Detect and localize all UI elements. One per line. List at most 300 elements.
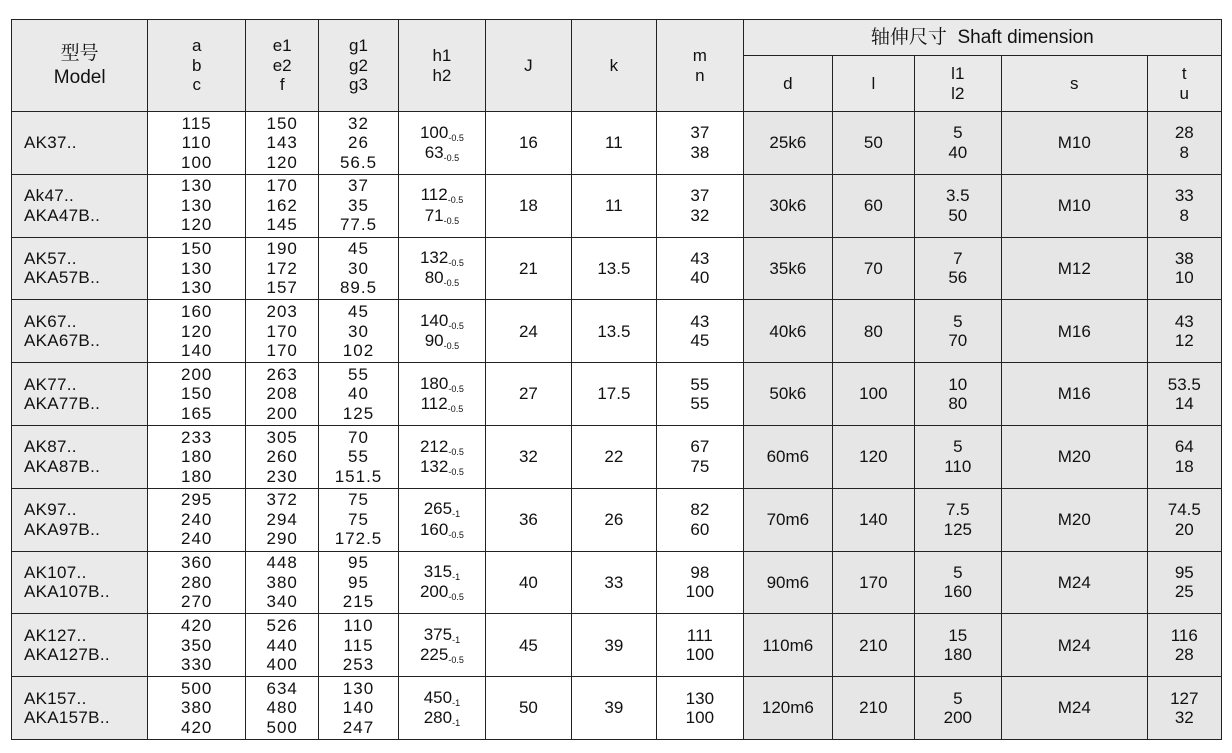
abc-line: 270: [181, 592, 213, 612]
mn-cell: [657, 112, 743, 175]
abc-line: 165: [181, 403, 213, 423]
efg-line: 305: [266, 427, 298, 447]
model-cell: [12, 614, 148, 677]
g-line: 37: [348, 176, 369, 196]
mn-line: 43: [690, 248, 710, 268]
model-line: AK97..: [24, 500, 77, 520]
mn-cell: [657, 677, 743, 740]
model-line: AKA67B..: [24, 331, 101, 351]
header-l: l: [833, 56, 914, 112]
l-cell: 50: [833, 112, 914, 175]
header-mn: [657, 20, 743, 112]
model-line: AK107..: [24, 562, 87, 582]
efg-line: 372: [266, 490, 298, 510]
mn-cell: [657, 300, 743, 363]
l12-line: 5: [953, 437, 963, 457]
table-row: [12, 174, 1222, 237]
g-cell: [319, 112, 398, 175]
h-line: [399, 311, 486, 331]
abc-line: 130: [181, 258, 213, 278]
h-tolerance: -1: [452, 572, 461, 583]
j-cell: 45: [486, 614, 571, 677]
k-cell: 11: [571, 174, 656, 237]
tu-line: 14: [1174, 394, 1194, 414]
h-cell: [398, 363, 486, 426]
mn-cell: [657, 363, 743, 426]
l12-line: 7.5: [945, 500, 970, 520]
tu-line: 18: [1174, 456, 1194, 476]
h-line: [399, 499, 486, 519]
model-cell: [12, 488, 148, 551]
header-h1: h1: [432, 45, 452, 65]
l12-cell: [914, 677, 1002, 740]
abc-cell: [148, 614, 246, 677]
header-a: a: [191, 36, 202, 56]
efg-cell: [246, 614, 319, 677]
g-line: 77.5: [339, 215, 378, 235]
g-line: 89.5: [339, 278, 378, 298]
l12-line: 80: [948, 394, 968, 414]
h-tolerance: -0.5: [448, 529, 464, 540]
g-line: 247: [342, 717, 375, 737]
h-tolerance: -0.5: [443, 215, 460, 226]
g-line: 172.5: [334, 529, 383, 549]
l12-cell: [914, 488, 1002, 551]
k-cell: 22: [571, 425, 656, 488]
s-cell: M20: [1002, 488, 1148, 551]
tu-cell: [1147, 300, 1221, 363]
abc-line: 120: [181, 215, 213, 235]
table-row: [12, 677, 1222, 740]
header-model-cn: 型号: [60, 42, 99, 64]
abc-line: 360: [181, 553, 213, 573]
g-line: 45: [348, 239, 369, 259]
l12-line: 110: [944, 456, 972, 476]
tu-line: 53.5: [1167, 374, 1201, 394]
table-body: [12, 112, 1222, 740]
efg-cell: [246, 677, 319, 740]
efg-line: 260: [266, 447, 298, 467]
h-line: [399, 248, 486, 268]
dimension-table-sheet: [11, 19, 1222, 740]
g-cell: [319, 300, 398, 363]
k-cell: 26: [571, 488, 656, 551]
efg-line: 145: [266, 215, 298, 235]
tu-cell: [1147, 237, 1221, 300]
header-f: f: [279, 75, 285, 95]
abc-line: 110: [181, 133, 212, 153]
l12-line: 5: [953, 311, 963, 331]
table-row: [12, 237, 1222, 300]
g-cell: [319, 363, 398, 426]
h-line: [399, 437, 486, 457]
table-row: [12, 488, 1222, 551]
h-tolerance: -0.5: [443, 278, 460, 289]
h-line: [399, 562, 486, 582]
g-line: 125: [342, 403, 375, 423]
k-cell: 13.5: [571, 237, 656, 300]
mn-line: 130: [685, 688, 715, 708]
efg-line: 208: [266, 384, 298, 404]
abc-cell: [148, 300, 246, 363]
model-line: AK67..: [24, 311, 77, 331]
h-value: 450: [423, 687, 453, 707]
l12-cell: [914, 363, 1002, 426]
g-cell: [319, 677, 398, 740]
h-cell: [398, 237, 486, 300]
h-tolerance: -0.5: [447, 404, 464, 415]
l12-cell: [914, 237, 1002, 300]
tu-line: 28: [1174, 123, 1194, 143]
header-e2: e2: [272, 55, 292, 75]
j-cell: 32: [486, 425, 571, 488]
h-line: [399, 645, 486, 665]
h-line: [399, 625, 486, 645]
mn-line: 75: [690, 456, 710, 476]
abc-cell: [148, 363, 246, 426]
h-line: [399, 457, 486, 477]
g-line: 215: [342, 592, 375, 612]
header-n: n: [695, 65, 705, 85]
table-row: [12, 300, 1222, 363]
header-h2: h2: [432, 65, 452, 85]
efg-line: 634: [266, 678, 298, 698]
l12-line: 200: [943, 708, 972, 728]
h-value: 200: [419, 582, 449, 602]
s-cell: M20: [1002, 425, 1148, 488]
mn-line: 55: [690, 394, 710, 414]
abc-line: 100: [181, 152, 213, 172]
mn-cell: [657, 237, 743, 300]
h-line: [399, 268, 486, 288]
mn-cell: [657, 551, 743, 614]
h-value: 212: [419, 436, 449, 456]
l-cell: 60: [833, 174, 914, 237]
s-cell: M16: [1002, 300, 1148, 363]
efg-line: 290: [266, 529, 298, 549]
l12-cell: [914, 300, 1002, 363]
d-cell: 50k6: [743, 363, 833, 426]
model-line: AK157..: [24, 688, 87, 708]
g-line: 102: [342, 341, 375, 361]
h-value: 140: [419, 310, 449, 330]
h-cell: [398, 425, 486, 488]
efg-cell: [246, 237, 319, 300]
abc-line: 180: [181, 466, 213, 486]
efg-cell: [246, 551, 319, 614]
g-line: 32: [348, 113, 369, 133]
efg-line: 150: [266, 113, 298, 133]
tu-line: 28: [1174, 645, 1194, 665]
h-value: 112: [420, 394, 448, 414]
header-g1: g1: [349, 36, 368, 56]
efg-line: 380: [266, 572, 298, 592]
l12-line: 160: [943, 582, 972, 602]
tu-line: 95: [1174, 562, 1194, 582]
h-value: 265: [423, 499, 453, 519]
header-l12: [914, 56, 1002, 112]
model-line: AK127..: [24, 625, 87, 645]
tu-line: 33: [1174, 186, 1194, 206]
k-cell: 39: [571, 677, 656, 740]
dimension-table: [11, 19, 1222, 740]
l12-line: 56: [948, 268, 968, 288]
g-line: 253: [342, 655, 375, 675]
h-value: 280: [423, 708, 453, 728]
g-line: 55: [348, 364, 369, 384]
l12-line: 10: [948, 374, 968, 394]
l-cell: 120: [833, 425, 914, 488]
table-header: [12, 20, 1222, 112]
g-line: 95: [348, 553, 369, 573]
s-cell: M12: [1002, 237, 1148, 300]
efg-line: 480: [266, 698, 298, 718]
h-tolerance: -0.5: [448, 383, 464, 394]
h-tolerance: -1: [452, 634, 461, 645]
model-line: AKA47B..: [24, 205, 101, 225]
header-c: c: [192, 75, 201, 95]
l12-line: 3.5: [945, 186, 970, 206]
d-cell: 40k6: [743, 300, 833, 363]
mn-line: 37: [690, 186, 710, 206]
model-line: AKA157B..: [24, 708, 110, 728]
g-cell: [319, 551, 398, 614]
header-efg: [246, 20, 319, 112]
model-line: AK57..: [24, 248, 77, 268]
l-cell: 100: [833, 363, 914, 426]
h-line: [399, 123, 486, 143]
g-line: 35: [348, 195, 369, 215]
h-line: [399, 206, 486, 226]
g-line: 140: [342, 698, 375, 718]
abc-cell: [148, 677, 246, 740]
j-cell: 40: [486, 551, 571, 614]
efg-cell: [246, 425, 319, 488]
tu-line: 43: [1174, 311, 1194, 331]
h-tolerance: -0.5: [448, 466, 464, 477]
d-cell: 60m6: [743, 425, 833, 488]
tu-line: 116: [1170, 625, 1198, 645]
mn-line: 32: [690, 205, 710, 225]
g-line: 110: [343, 615, 374, 635]
mn-line: 45: [690, 331, 710, 351]
l-cell: 210: [833, 677, 914, 740]
g-line: 40: [348, 384, 369, 404]
h-line: [399, 143, 486, 163]
h-value: 63: [424, 142, 444, 162]
h-tolerance: -0.5: [443, 152, 460, 163]
header-h: [398, 20, 486, 112]
model-line: AKA87B..: [24, 456, 101, 476]
tu-line: 25: [1174, 582, 1194, 602]
d-cell: 120m6: [743, 677, 833, 740]
l12-line: 50: [948, 205, 968, 225]
g-line: 55: [348, 447, 369, 467]
l12-cell: [914, 174, 1002, 237]
abc-line: 160: [181, 301, 213, 321]
efg-cell: [246, 363, 319, 426]
efg-cell: [246, 488, 319, 551]
model-line: AK77..: [24, 374, 77, 394]
g-line: 130: [342, 678, 375, 698]
tu-cell: [1147, 488, 1221, 551]
model-line: AK87..: [24, 437, 77, 457]
h-value: 90: [424, 331, 444, 351]
mn-cell: [657, 425, 743, 488]
k-cell: 11: [571, 112, 656, 175]
tu-line: 10: [1174, 268, 1194, 288]
h-tolerance: -0.5: [443, 341, 460, 352]
j-cell: 18: [486, 174, 571, 237]
g-line: 75: [348, 509, 369, 529]
h-tolerance: -0.5: [447, 195, 464, 206]
abc-line: 130: [181, 176, 213, 196]
h-value: 375: [423, 624, 453, 644]
abc-line: 240: [181, 529, 213, 549]
h-value: 315: [423, 562, 453, 582]
efg-line: 500: [266, 717, 298, 737]
abc-line: 130: [181, 195, 213, 215]
h-value: 112: [420, 185, 448, 205]
d-cell: 25k6: [743, 112, 833, 175]
abc-line: 280: [181, 572, 213, 592]
abc-line: 150: [181, 239, 213, 259]
h-line: [399, 374, 486, 394]
header-model: [12, 20, 148, 112]
l12-line: 125: [943, 519, 972, 539]
efg-line: 143: [266, 133, 298, 153]
l12-line: 5: [953, 123, 963, 143]
h-cell: [398, 112, 486, 175]
mn-line: 67: [690, 437, 710, 457]
tu-line: 8: [1179, 205, 1190, 225]
h-cell: [398, 174, 486, 237]
abc-cell: [148, 237, 246, 300]
d-cell: 70m6: [743, 488, 833, 551]
h-cell: [398, 677, 486, 740]
l-cell: 70: [833, 237, 914, 300]
k-cell: 17.5: [571, 363, 656, 426]
mn-line: 100: [685, 582, 715, 602]
header-tu: [1147, 56, 1221, 112]
g-line: 95: [348, 572, 369, 592]
j-cell: 50: [486, 677, 571, 740]
model-cell: [12, 174, 148, 237]
g-line: 30: [348, 258, 369, 278]
model-line: AKA77B..: [24, 394, 101, 414]
model-cell: [12, 300, 148, 363]
header-u: u: [1179, 83, 1190, 103]
mn-line: 55: [690, 374, 710, 394]
abc-line: 500: [181, 678, 213, 698]
efg-line: 448: [266, 553, 298, 573]
tu-cell: [1147, 614, 1221, 677]
mn-line: 38: [690, 142, 710, 162]
model-cell: [12, 551, 148, 614]
g-line: 56.5: [339, 152, 378, 172]
efg-line: 400: [266, 655, 298, 675]
header-e1: e1: [272, 36, 292, 56]
g-line: 115: [343, 635, 374, 655]
mn-cell: [657, 488, 743, 551]
h-line: [399, 394, 486, 414]
efg-line: 203: [266, 301, 298, 321]
h-tolerance: -1: [452, 718, 461, 729]
efg-line: 340: [266, 592, 298, 612]
mn-line: 60: [690, 519, 710, 539]
s-cell: M10: [1002, 112, 1148, 175]
model-line: Ak47..: [24, 186, 74, 206]
h-value: 132: [419, 248, 449, 268]
h-cell: [398, 551, 486, 614]
h-tolerance: -0.5: [448, 446, 464, 457]
header-g2: g2: [349, 55, 368, 75]
abc-cell: [148, 488, 246, 551]
model-line: AK37..: [24, 133, 77, 153]
l12-line: 5: [953, 562, 963, 582]
efg-line: 172: [266, 258, 298, 278]
tu-line: 127: [1170, 688, 1199, 708]
j-cell: 27: [486, 363, 571, 426]
h-value: 71: [424, 205, 444, 225]
header-s: s: [1002, 56, 1148, 112]
mn-line: 82: [690, 500, 710, 520]
g-cell: [319, 237, 398, 300]
abc-line: 233: [181, 427, 213, 447]
h-tolerance: -0.5: [448, 320, 464, 331]
efg-line: 200: [266, 403, 298, 423]
abc-line: 420: [181, 717, 213, 737]
table-row: [12, 363, 1222, 426]
mn-cell: [657, 614, 743, 677]
header-t: t: [1181, 63, 1187, 83]
g-cell: [319, 174, 398, 237]
tu-cell: [1147, 112, 1221, 175]
l-cell: 80: [833, 300, 914, 363]
efg-line: 120: [266, 152, 298, 172]
j-cell: 16: [486, 112, 571, 175]
header-b: b: [191, 55, 202, 75]
g-line: 70: [348, 427, 369, 447]
s-cell: M24: [1002, 614, 1148, 677]
header-d: d: [743, 56, 833, 112]
tu-line: 38: [1174, 248, 1194, 268]
h-tolerance: -1: [452, 697, 461, 708]
k-cell: 13.5: [571, 300, 656, 363]
efg-line: 157: [266, 278, 298, 298]
h-cell: [398, 614, 486, 677]
model-line: AKA57B..: [24, 268, 101, 288]
header-l2: l2: [951, 83, 965, 103]
table-row: [12, 551, 1222, 614]
abc-line: 130: [181, 278, 213, 298]
model-cell: [12, 677, 148, 740]
d-cell: 90m6: [743, 551, 833, 614]
model-cell: [12, 112, 148, 175]
h-value: 132: [419, 456, 449, 476]
abc-line: 420: [181, 615, 213, 635]
l-cell: 170: [833, 551, 914, 614]
h-tolerance: -0.5: [448, 655, 464, 666]
model-cell: [12, 237, 148, 300]
h-cell: [398, 300, 486, 363]
l12-cell: [914, 425, 1002, 488]
tu-line: 12: [1174, 331, 1194, 351]
h-tolerance: -1: [452, 509, 461, 520]
g-line: 30: [348, 321, 369, 341]
s-cell: M10: [1002, 174, 1148, 237]
d-cell: 30k6: [743, 174, 833, 237]
